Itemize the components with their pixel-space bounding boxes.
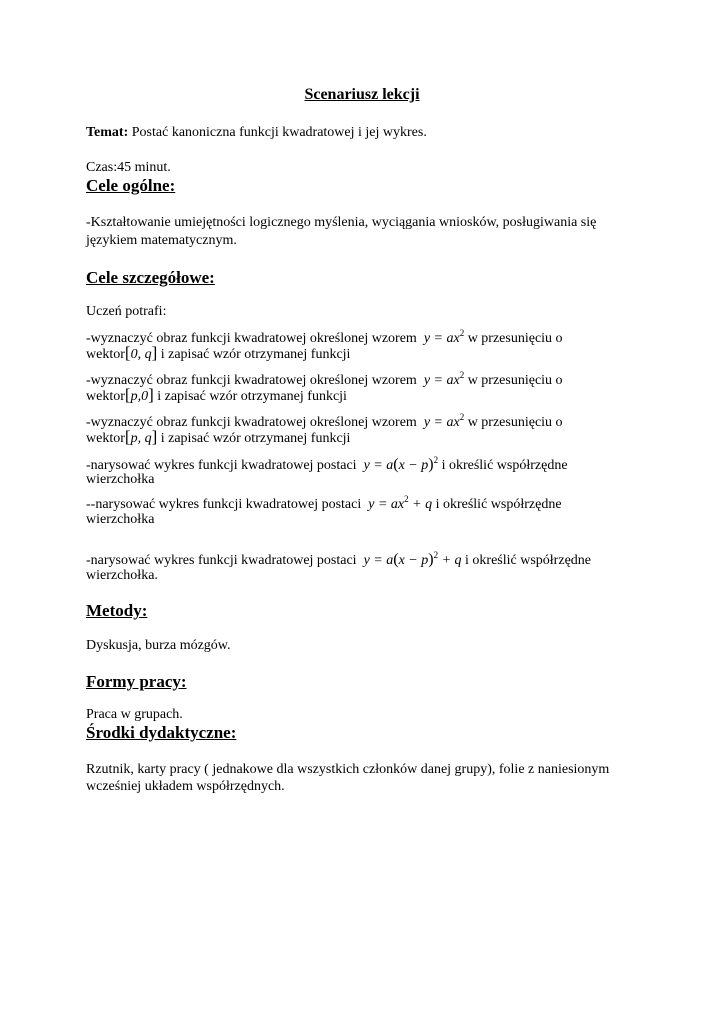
specific-goal-2-text-b: w przesunięciu o bbox=[464, 373, 563, 388]
specific-goal-5-text: --narysować wykres funkcji kwadratowej postaci bbox=[86, 497, 362, 512]
specific-goal-5-line-1 bbox=[86, 490, 562, 514]
specific-goal-6-text-b: i określić współrzędne bbox=[461, 553, 591, 568]
heading-work-forms: Formy pracy: bbox=[86, 672, 187, 691]
specific-goals-intro: Uczeń potrafi: bbox=[86, 304, 167, 319]
topic-line bbox=[86, 124, 427, 142]
specific-goal-3-suffix: i zapisać wzór otrzymanej funkcji bbox=[157, 431, 351, 446]
topic-label: Temat: bbox=[86, 125, 129, 140]
formula: $y = ax^2$ bbox=[423, 412, 465, 430]
specific-goal-1-suffix: i zapisać wzór otrzymanej funkcji bbox=[157, 347, 351, 362]
specific-goal-5-text-b: i określić współrzędne bbox=[432, 497, 562, 512]
specific-goal-4-text-b: i określić współrzędne bbox=[438, 458, 568, 473]
formula: $y = a(x - p)^2$ bbox=[363, 455, 439, 473]
heading-general-goals: Cele ogólne: bbox=[86, 176, 176, 195]
specific-goal-4-line-2: wierzchołka bbox=[86, 472, 155, 487]
duration-line: Czas:45 minut. bbox=[86, 160, 171, 175]
work-forms-text: Praca w grupach. bbox=[86, 707, 183, 722]
vector-formula: 0, q bbox=[130, 347, 152, 362]
general-goals-line-1: -Kształtowanie umiejętności logicznego myślenia, wyciągania wniosków, posługiwania się bbox=[86, 215, 597, 230]
vector-prefix: wektor bbox=[86, 431, 125, 446]
formula: $y = a(x - p)^2 + q$ bbox=[363, 550, 462, 568]
vector-formula: p,0 bbox=[130, 389, 149, 404]
vector-prefix: wektor bbox=[86, 347, 125, 362]
specific-goal-4-text: -narysować wykres funkcji kwadratowej postaci bbox=[86, 458, 357, 473]
specific-goal-6-text: -narysować wykres funkcji kwadratowej postaci bbox=[86, 553, 357, 568]
didactic-means-line-1: Rzutnik, karty pracy ( jednakowe dla wszystkich członków danej grupy), folie z naniesionym bbox=[86, 762, 610, 777]
specific-goal-2-suffix: i zapisać wzór otrzymanej funkcji bbox=[153, 389, 347, 404]
specific-goal-5-line-2: wierzchołka bbox=[86, 512, 155, 527]
vector-prefix: wektor bbox=[86, 389, 125, 404]
specific-goal-3-text-b: w przesunięciu o bbox=[464, 415, 563, 430]
specific-goal-1-text-b: w przesunięciu o bbox=[464, 331, 563, 346]
heading-methods: Metody: bbox=[86, 601, 148, 620]
heading-specific-goals: Cele szczegółowe: bbox=[86, 268, 215, 287]
document-title: Scenariusz lekcji bbox=[304, 86, 420, 103]
specific-goal-3-line-2: wektor[p, q] i zapisać wzór otrzymanej funkcji bbox=[86, 427, 351, 446]
specific-goal-3-text: -wyznaczyć obraz funkcji kwadratowej określonej wzorem bbox=[86, 415, 417, 430]
formula: $y = ax^2$ bbox=[423, 328, 465, 346]
specific-goal-1-text: -wyznaczyć obraz funkcji kwadratowej określonej wzorem bbox=[86, 331, 417, 346]
vector-formula: p, q bbox=[130, 431, 152, 446]
general-goals-line-2: językiem matematycznym. bbox=[86, 233, 237, 248]
specific-goal-4-line-1 bbox=[86, 451, 568, 475]
formula: $y = ax^2$ bbox=[423, 370, 465, 388]
specific-goal-2-text: -wyznaczyć obraz funkcji kwadratowej określonej wzorem bbox=[86, 373, 417, 388]
didactic-means-line-2: wcześniej układem współrzędnych. bbox=[86, 779, 285, 794]
specific-goal-6-line-1 bbox=[86, 546, 591, 570]
formula: $y = ax^2 + q$ bbox=[368, 494, 433, 512]
topic-text: Postać kanoniczna funkcji kwadratowej i jej wykres. bbox=[128, 125, 427, 140]
heading-didactic-means: Środki dydaktyczne: bbox=[86, 723, 237, 742]
methods-text: Dyskusja, burza mózgów. bbox=[86, 638, 231, 653]
specific-goal-2-line-2: wektor[p,0] i zapisać wzór otrzymanej funkcji bbox=[86, 385, 347, 404]
specific-goal-1-line-2: wektor[0, q] i zapisać wzór otrzymanej funkcji bbox=[86, 343, 351, 362]
specific-goal-6-line-2: wierzchołka. bbox=[86, 568, 158, 583]
